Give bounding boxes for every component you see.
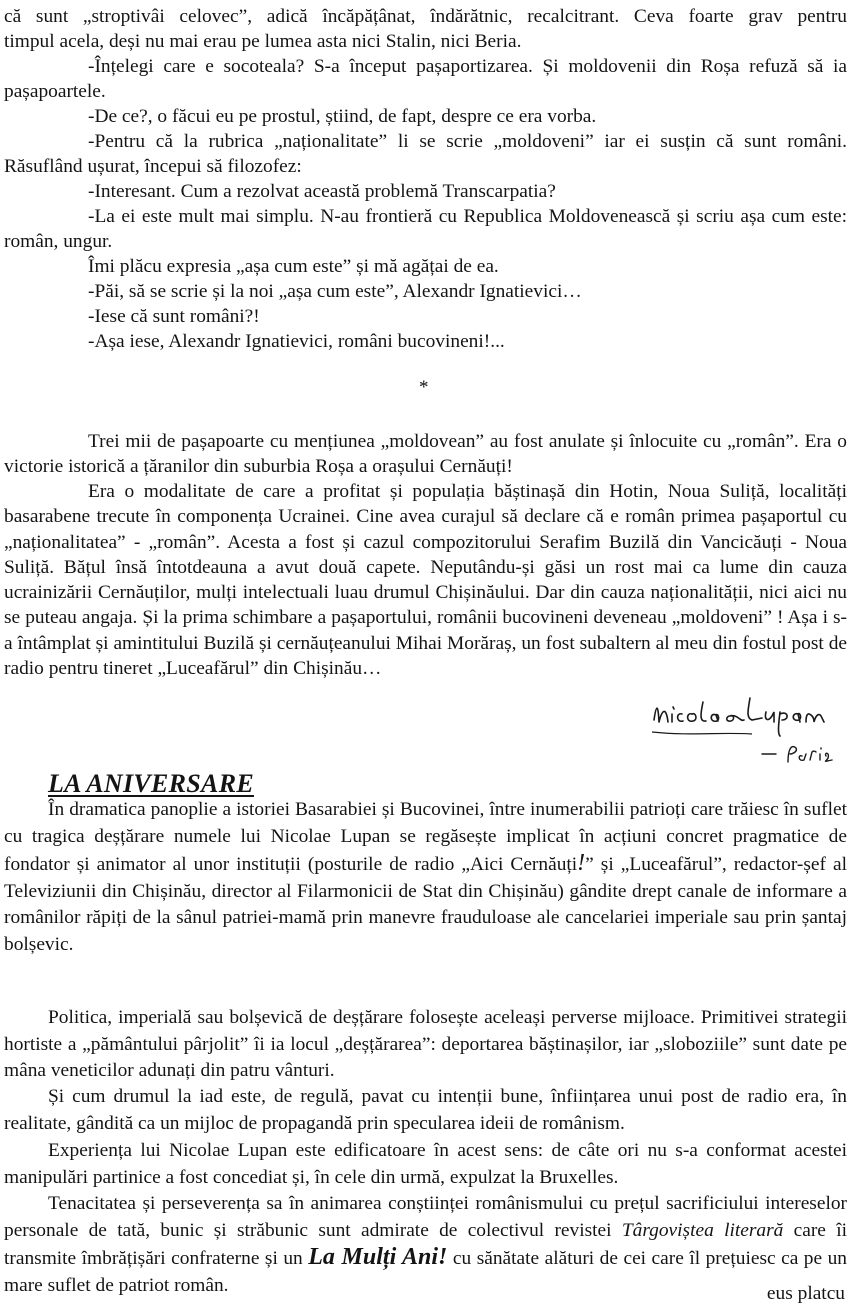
paragraph-passports: Trei mii de pașapoarte cu mențiunea „moldovean” au fost anulate și înlocuite cu „român”. Era o victorie istorică a țăranilor din suburbia Roșa a orașului Cernăuți! xyxy=(4,431,847,477)
paragraph-intro-line1: că sunt „stroptivâi celovec”, adică încăpățânat, îndărătnic, recalcitrant. Ceva foarte grav pentru xyxy=(4,6,847,27)
paragraph-text: Tenacitatea și perseverența sa în animarea conștiinței românismului cu prețul sacrificiului intereselor personale de tată, bunic și străbunic sunt admirate de colectivul revistei xyxy=(4,1193,847,1241)
paragraph-tenacitatea xyxy=(4,1191,847,1299)
dialogue-paragraph: -Înțelegi care e socoteala? S-a început pașaportizarea. Și moldovenii din Roșa refuză să ia pașapoartele. xyxy=(4,56,847,102)
section-heading: LA ANIVERSARE xyxy=(48,769,254,798)
handwritten-signature xyxy=(650,688,850,773)
paragraph-politica: Politica, imperială sau bolșevică de deșțărare folosește aceleași perverse mijloace. Primitivei strategii hortiste a „pământului pârjolit” îi ia locul „deșțărarea”: deportarea băștinașilor, iar „sloboziile” sunt date pe mâna veneticilor adunați din patru vânturi. xyxy=(4,1007,847,1081)
dialogue-line: -De ce?, o făcui eu pe prostul, știind, de fapt, despre ce era vorba. xyxy=(88,106,597,127)
dialogue-paragraph: -Pentru că la rubrica „naționalitate” li se scrie „moldoveni” iar ei susțin că sunt români. Răsuflând ușurat, începui să filozofez: xyxy=(4,131,847,177)
dialogue-line: -Iese că sunt români?! xyxy=(88,306,260,327)
paragraph-intro-line2: timpul acela, deși nu mai erau pe lumea asta nici Stalin, nici Beria. xyxy=(4,31,522,52)
dialogue-line: -Interesant. Cum a rezolvat această problemă Transcarpatia? xyxy=(88,181,556,202)
paragraph-text: care îi transmite îmbrățișări confraterne și un xyxy=(4,1219,847,1269)
paragraph-text: ” și „Luceafărul”, redactor-șef al Televiziunii din Chișinău, director al Filarmonicii de Stat din Chișinău) gândite drept canale de informare a românilor răpiți de la sânul patriei-mamă prin manevre frauduloase ale cancelariei imperiale sau prin șantaj bolșevic. xyxy=(4,854,848,955)
dialogue-line: Îmi plăcu expresia „așa cum este” și mă agățai de ea. xyxy=(88,256,499,277)
dialogue-line: -Așa iese, Alexandr Ignatievici, români bucovineni!... xyxy=(88,331,505,352)
paragraph-experienta: Experiența lui Nicolae Lupan este edificatoare în acest sens: de câte ori nu s-a conformat acestei manipulări partinice a fost concediat și, în cele din urmă, expulzat la Bruxelles. xyxy=(4,1140,847,1188)
section-separator: * xyxy=(419,377,429,398)
exclamation-mark: ! xyxy=(577,850,586,876)
paragraph-population: Era o modalitate de care a profitat și populația băștinașă din Hotin, Noua Suliță, localități basarabene trecute în componența Ucrainei. Cine avea curajul să declare că e român primea pașaportul cu „naționalitatea” - „român”. Acesta a fost și cazul compozitorului Serafim Buzilă din Vancicăuți - Noua Suliță. Bățul însă întotdeauna a avut două capete. Neputându-și găsi un rost mai ca lume din cauza ucrainizării Cernăuților, mulți intelectuali luau drumul Chișinăului. Dar din cauza naționalității, nici aici nu se puteau angaja. Și la prima schimbare a pașaportului, românii bucovineni deveneau „moldoveni” ! Așa i s-a întâmplat și amintitului Buzilă și cernăuțeanului Mihai Morăraș, un fost subaltern al meu din fostul post de radio pentru tineret „Luceafărul” din Chișinău… xyxy=(4,481,847,680)
paragraph-text: În dramatica panoplie a istoriei Basarabiei și Bucovinei, între inumerabilii patrioți care trăiesc în suflet cu tragica deșțărare numele lui Nicolae Lupan se regăsește implicat în acțiuni concret pragmatice de fondator și animator al unor instituții (posturile de radio „Aici Cernăuți xyxy=(4,799,847,875)
author-name: eus platcu xyxy=(766,1283,845,1304)
birthday-wish: La Mulți Ani! xyxy=(308,1244,448,1270)
paragraph-panoplie xyxy=(4,797,847,958)
paragraph-drumul: Și cum drumul la iad este, de regulă, pavat cu intenții bune, înființarea unui post de radio era, în realitate, gândită ca un mijloc de propagandă prin specularea ideii de românism. xyxy=(4,1086,847,1134)
journal-name: Târgoviștea literară xyxy=(621,1219,784,1241)
paragraph-text: cu sănătate alături de cei care îl prețuiesc ca pe un mare suflet de patriot român. xyxy=(4,1248,847,1296)
dialogue-paragraph: -La ei este mult mai simplu. N-au frontieră cu Republica Moldovenească și scriu așa cum este: român, ungur. xyxy=(4,206,847,252)
dialogue-line: -Păi, să se scrie și la noi „așa cum este”, Alexandr Ignatievici… xyxy=(88,281,582,302)
